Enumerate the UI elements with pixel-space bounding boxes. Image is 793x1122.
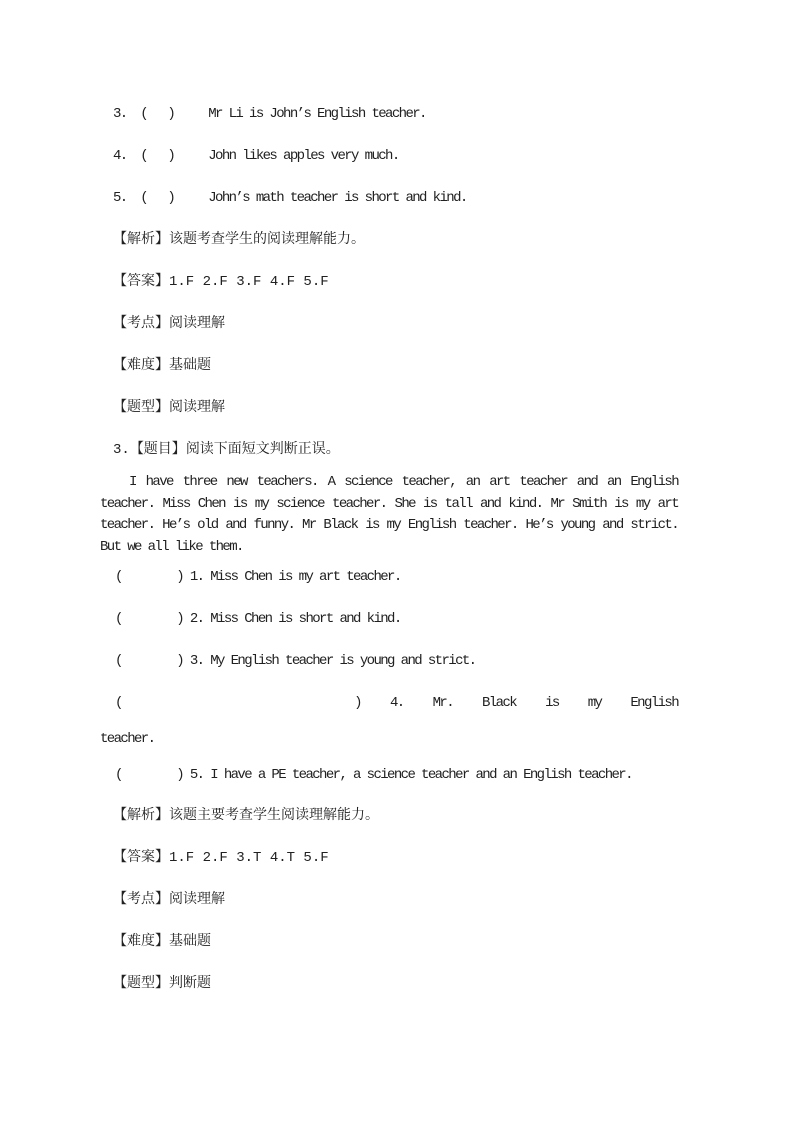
difficulty-label: 【难度】 [113,934,169,950]
exam-point-row-q2 [100,314,678,335]
question-type-text: 判断题 [169,976,211,992]
question-type-label: 【题型】 [113,976,169,992]
answer-row-q2 [100,272,678,293]
analysis-row-q3 [100,806,678,827]
passage-line: But we all like them. [100,538,243,555]
tf-question-4-continuation: teacher. [100,731,155,747]
answer-row-q3 [100,848,678,869]
question-type-label: 【题型】 [113,400,169,416]
difficulty-row-q3 [100,932,678,953]
passage-line: teacher. He’s old and funny. Mr Black is my English teacher. He’s young and strict. [100,517,678,533]
difficulty-row-q2 [100,356,678,377]
exam-point-label: 【考点】 [113,316,169,332]
analysis-text: 该题主要考查学生阅读理解能力。 [169,808,379,824]
tf-statement-3: 3. ( ) Mr Li is John’s English teacher. [113,106,426,122]
exam-point-label: 【考点】 [113,892,169,908]
passage-line: I have three new teachers. A science teacher, an art teacher and an English [129,474,678,490]
answer-text: 1.F 2.F 3.F 4.F 5.F [169,274,329,290]
reading-passage [100,472,678,558]
tf-question-2: ( ) 2. Miss Chen is short and kind. [115,611,401,627]
analysis-row-q2 [100,230,678,251]
question-type-row-q2 [100,398,678,419]
answer-text: 1.F 2.F 3.T 4.T 5.F [169,850,329,866]
passage-line: teacher. Miss Chen is my science teacher. She is tall and kind. Mr Smith is my art [100,495,678,512]
difficulty-label: 【难度】 [113,358,169,374]
question-type-text: 阅读理解 [169,400,225,416]
answer-label: 【答案】 [113,274,169,290]
difficulty-text: 基础题 [169,358,211,374]
question-title-text: 阅读下面短文判断正误。 [185,442,340,458]
exam-point-text: 阅读理解 [169,316,225,332]
document-content [100,104,678,1016]
analysis-label: 【解析】 [113,808,169,824]
tf-question-1: ( ) 1. Miss Chen is my art teacher. [115,569,401,585]
tf-question-4: ( ) 4. Mr. Black is my English [115,695,678,711]
tf-question-5: ( ) 5. I have a PE teacher, a science teacher and an English teacher. [115,767,632,783]
question-3-heading [100,440,678,461]
question-type-row-q3 [100,974,678,995]
exam-point-row-q3 [100,890,678,911]
question-title-label: 【题目】 [129,442,186,458]
difficulty-text: 基础题 [169,934,211,950]
exam-point-text: 阅读理解 [169,892,225,908]
analysis-text: 该题考查学生的阅读理解能力。 [169,232,365,248]
tf-question-3: ( ) 3. My English teacher is young and strict. [115,653,476,669]
analysis-label: 【解析】 [113,232,169,248]
tf-statement-5: 5. ( ) John’s math teacher is short and kind. [113,190,467,206]
tf-statement-4: 4. ( ) John likes apples very much. [113,148,399,164]
question-number: 3. [113,442,130,458]
answer-label: 【答案】 [113,850,169,866]
